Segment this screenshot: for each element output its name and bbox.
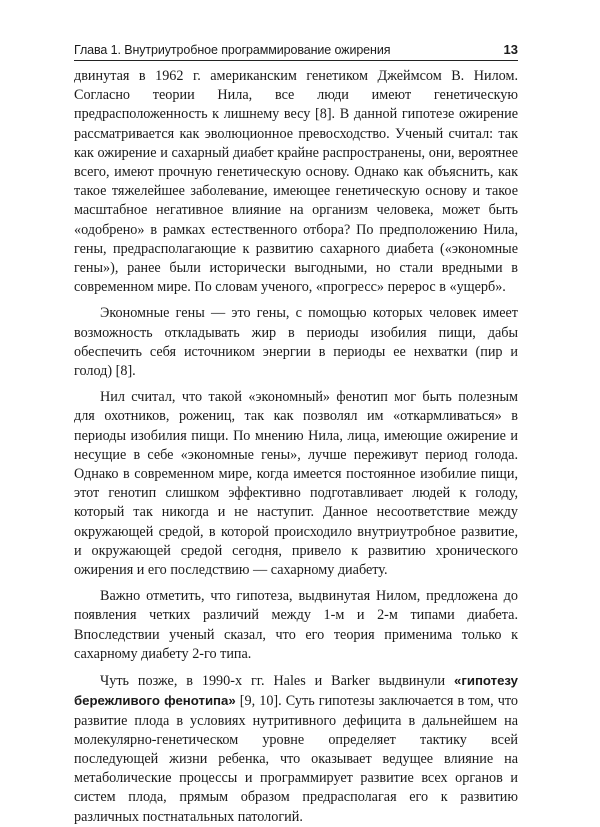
paragraph-3: Нил считал, что такой «экономный» фенотип мог быть полезным для охотников, рожениц, так как позволял им «откармливаться» в периоды изобилия пищи. По мнению Нила, лица, имеющие ожирение и несущие в себе «экономные гены», лучше переживут период голода. Однако в современном мире, когда имеется постоянное изобилие пищи, этот генотип слишком эффективно подготавливает людей к голоду, который так никогда и не наступит. Данное несоответствие между окружающей средой, в которой происходило внутриутробное развитие, и окружающей средой сегодня, привело к развитию хронического ожирения и его последствию — сахарному диабету. bbox=[74, 389, 518, 579]
body-text bbox=[74, 67, 518, 827]
paragraph-1: двинутая в 1962 г. американским генетиком Джеймсом В. Нилом. Согласно теории Нила, все люди имеют генетическую предрасположенность к лишнему весу [8]. В данной гипотезе ожирение рассматривается как эволюционное превосходство. Ученый считал: так как ожирение и сахарный диабет крайне распространены, они, вероятнее всего, имеют прочную генетическую основу. Однако как объяснить, как такое тяжелейшее заболевание, имеющее генетическую основу и такое масштабное негативное влияние на организм человека, может быть «одобрено» в рамках естественного отбора? По предположению Нила, гены, предрасполагающие к развитию сахарного диабета («экономные гены»), ранее были исторически выгодными, но стали вредными в современном мире. По словам ученого, «прогресс» перерос в «ущерб». bbox=[74, 68, 518, 296]
chapter-title: Глава 1. Внутриутробное программирование ожирения bbox=[74, 43, 391, 57]
paragraph-5-start: Чуть позже, в 1990-х гг. Hales и Barker выдвинули bbox=[100, 673, 455, 690]
paragraph-4: Важно отметить, что гипотеза, выдвинутая Нилом, предложена до появления четких различий между 1-м и 2-м типами диабета. Впоследствии ученый сказал, что его теория применима только к сахарному диабету 2-го типа. bbox=[74, 588, 518, 662]
page-number: 13 bbox=[503, 42, 518, 57]
paragraph-5 bbox=[74, 671, 518, 827]
running-header bbox=[74, 38, 518, 61]
hypothesis-term: «гипотезу бережливого фенотипа» bbox=[74, 673, 518, 709]
paragraph-2: Экономные гены — это гены, с помощью которых человек имеет возможность откладывать жир в периоды изобилия пищи, дабы обеспечить себя источником энергии в периоды ее нехватки (пир и голод) [8]. bbox=[74, 305, 518, 380]
paragraph-5-end: [9, 10]. Суть гипотезы заключается в том, что развитие плода в условиях нутритивного дефицита в дальнейшем на молекулярно-генетическом уровне определяет тактику всей последующей жизни ребенка, что оказывает ведущее влияние на метаболические процессы и программирует развитие всех органов и систем плода, прямым образом предрасполагая его к развитию различных постнатальных патологий. bbox=[74, 693, 519, 825]
